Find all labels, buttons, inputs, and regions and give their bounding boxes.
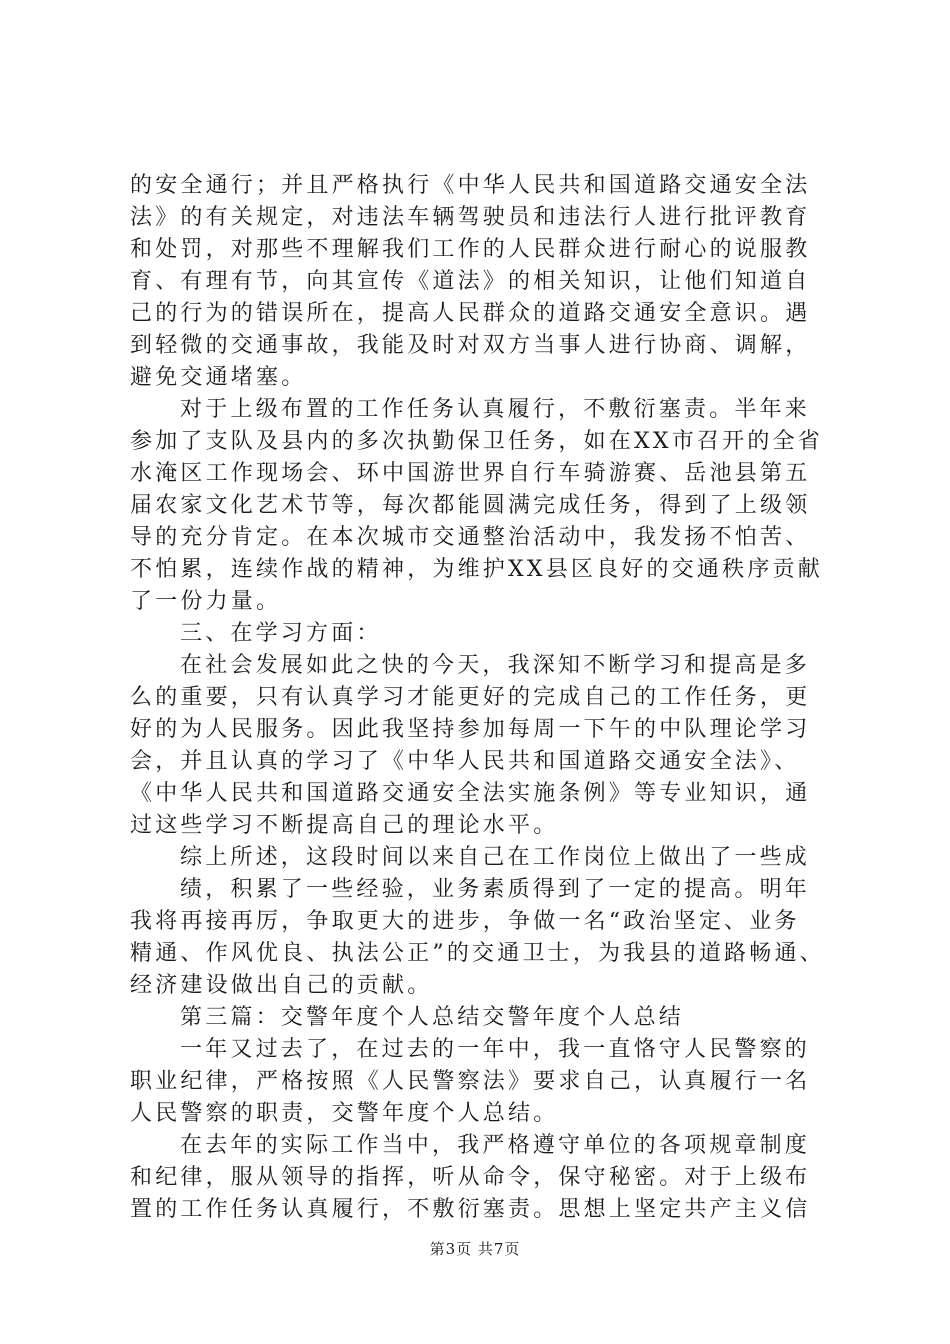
text-line: 职业纪律，严格按照《人民警察法》要求自己，认真履行一名 <box>130 1069 811 1094</box>
text-line: 避免交通堵塞。 <box>130 365 307 390</box>
text-line: 法》的有关规定，对违法车辆驾驶员和违法行人进行批评教育 <box>130 205 811 230</box>
paragraph-start-line: 在社会发展如此之快的今天，我深知不断学习和提高是多 <box>180 653 811 678</box>
text-line: 人民警察的职责，交警年度个人总结。 <box>130 1101 559 1126</box>
text-line: 到轻微的交通事故，我能及时对双方当事人进行协商、调解， <box>130 333 811 358</box>
text-line: 参加了支队及县内的多次执勤保卫任务，如在XX市召开的全省 <box>130 429 823 454</box>
text-line: 置的工作任务认真履行，不敷衍塞责。思想上坚定共产主义信 <box>130 1197 811 1222</box>
text-line: 和纪律，服从领导的指挥，听从命令，保守秘密。对于上级布 <box>130 1165 811 1190</box>
text-line: 《中华人民共和国道路交通安全法实施条例》等专业知识，通 <box>130 781 811 806</box>
text-line: 了一份力量。 <box>130 589 282 614</box>
text-line: 水淹区工作现场会、环中国游世界自行车骑游赛、岳池县第五 <box>130 461 811 486</box>
text-line: 过这些学习不断提高自己的理论水平。 <box>130 813 559 838</box>
text-line: 么的重要，只有认真学习才能更好的完成自己的工作任务，更 <box>130 685 811 710</box>
text-line: 导的充分肯定。在本次城市交通整治活动中，我发扬不怕苦、 <box>130 525 811 550</box>
text-line: 己的行为的错误所在，提高人民群众的道路交通安全意识。遇 <box>130 301 811 326</box>
text-line: 届农家文化艺术节等，每次都能圆满完成任务，得到了上级领 <box>130 493 811 518</box>
paragraph-start-line: 对于上级布置的工作任务认真履行，不敷衍塞责。半年来 <box>180 397 811 422</box>
text-line: 经济建设做出自己的贡献。 <box>130 973 433 998</box>
section-heading: 三、在学习方面： <box>180 621 382 646</box>
text-line: 和处罚，对那些不理解我们工作的人民群众进行耐心的说服教 <box>130 237 811 262</box>
text-line: 不怕累，连续作战的精神，为维护XX县区良好的交通秩序贡献 <box>130 557 823 582</box>
text-line: 我将再接再厉，争取更大的进步，争做一名“政治坚定、业务 <box>130 909 800 934</box>
paragraph-start-line: 一年又过去了，在过去的一年中，我一直恪守人民警察的 <box>180 1037 811 1062</box>
paragraph-start-line: 综上所述，这段时间以来自己在工作岗位上做出了一些成 <box>180 845 811 870</box>
text-line: 的安全通行；并且严格执行《中华人民共和国道路交通安全法 <box>130 173 811 198</box>
chapter-heading: 第三篇：交警年度个人总结交警年度个人总结 <box>180 1005 685 1030</box>
text-line: 绩，积累了一些经验，业务素质得到了一定的提高。明年 <box>180 877 811 902</box>
text-line: 会，并且认真的学习了《中华人民共和国道路交通安全法》、 <box>130 749 800 774</box>
text-line: 精通、作风优良、执法公正”的交通卫士，为我县的道路畅通、 <box>130 941 825 966</box>
page-number-footer: 第3页 共7页 <box>429 1240 521 1258</box>
text-line: 育、有理有节，向其宣传《道法》的相关知识，让他们知道自 <box>130 269 811 294</box>
paragraph-start-line: 在去年的实际工作当中，我严格遵守单位的各项规章制度 <box>180 1133 811 1158</box>
text-line: 好的为人民服务。因此我坚持参加每周一下午的中队理论学习 <box>130 717 811 742</box>
